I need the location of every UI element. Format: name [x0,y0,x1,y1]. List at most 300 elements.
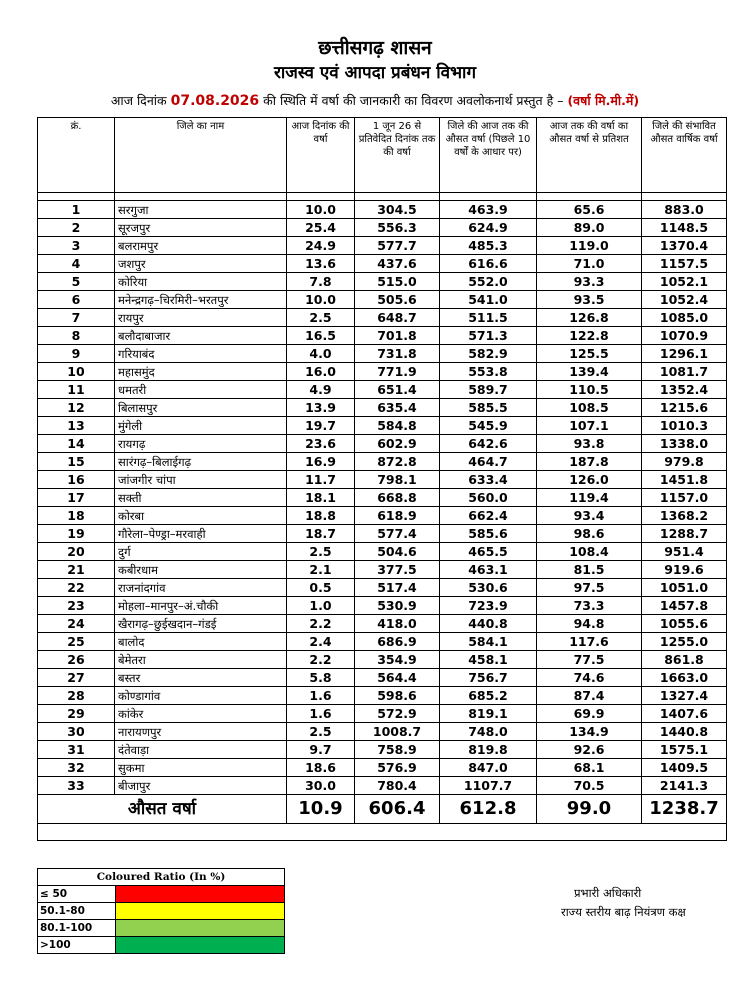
col-today: आज दिनांक की वर्षा [287,118,355,193]
avg-to-date-cell: 748.0 [440,723,537,741]
percent-cell: 126.0 [537,471,642,489]
percent-cell: 69.9 [537,705,642,723]
serial-cell: 11 [38,381,115,399]
col-avg-to-date: जिले की आज तक की औसत वर्षा (पिछले 10 वर्षों के आधार पर) [440,118,537,193]
today-rain-cell: 16.0 [287,363,355,381]
district-name-cell: मनेन्द्रगढ़–चिरमिरी–भरतपुर [115,291,287,309]
avg-to-date-cell: 465.5 [440,543,537,561]
legend-row [38,920,285,937]
today-rain-cell: 16.5 [287,327,355,345]
legend-title: Coloured Ratio (In %) [38,869,285,886]
table-row [38,255,727,273]
legend-label: >100 [38,937,116,954]
since-june-cell: 798.1 [355,471,440,489]
today-rain-cell: 0.5 [287,579,355,597]
serial-cell: 32 [38,759,115,777]
percent-cell: 89.0 [537,219,642,237]
spacer-cell [537,193,642,201]
today-rain-cell: 4.0 [287,345,355,363]
annual-cell: 1157.0 [642,489,727,507]
district-name-cell: दुर्ग [115,543,287,561]
today-rain-cell: 4.9 [287,381,355,399]
district-name-cell: बीजापुर [115,777,287,795]
serial-cell: 20 [38,543,115,561]
serial-cell: 21 [38,561,115,579]
annual-cell: 883.0 [642,201,727,219]
district-name-cell: कोण्डागांव [115,687,287,705]
today-rain-cell: 2.5 [287,723,355,741]
report-date: 07.08.2026 [170,93,260,109]
today-rain-cell: 11.7 [287,471,355,489]
table-row [38,309,727,327]
percent-cell: 126.8 [537,309,642,327]
percent-cell: 110.5 [537,381,642,399]
table-row [38,651,727,669]
today-rain-cell: 18.6 [287,759,355,777]
annual-cell: 1575.1 [642,741,727,759]
since-june-cell: 304.5 [355,201,440,219]
table-row [38,363,727,381]
percent-cell: 119.4 [537,489,642,507]
percent-cell: 93.3 [537,273,642,291]
percent-cell: 81.5 [537,561,642,579]
table-row [38,435,727,453]
avg-to-date-cell: 552.0 [440,273,537,291]
table-row [38,399,727,417]
table-row [38,597,727,615]
since-june-cell: 530.9 [355,597,440,615]
average-avg-to-date: 612.8 [440,795,537,824]
today-rain-cell: 2.5 [287,543,355,561]
department-title: राजस्व एवं आपदा प्रबंधन विभाग [273,63,477,83]
today-rain-cell: 2.2 [287,615,355,633]
since-june-cell: 701.8 [355,327,440,345]
avg-to-date-cell: 1107.7 [440,777,537,795]
district-name-cell: राजनांदगांव [115,579,287,597]
percent-cell: 97.5 [537,579,642,597]
today-rain-cell: 5.8 [287,669,355,687]
table-row [38,273,727,291]
today-rain-cell: 18.1 [287,489,355,507]
blank-row [38,824,727,841]
table-row [38,381,727,399]
since-june-cell: 515.0 [355,273,440,291]
serial-cell: 2 [38,219,115,237]
percent-cell: 77.5 [537,651,642,669]
since-june-cell: 771.9 [355,363,440,381]
since-june-cell: 505.6 [355,291,440,309]
spacer-cell [642,193,727,201]
today-rain-cell: 2.2 [287,651,355,669]
since-june-cell: 377.5 [355,561,440,579]
district-name-cell: सूरजपुर [115,219,287,237]
today-rain-cell: 18.7 [287,525,355,543]
percent-cell: 73.3 [537,597,642,615]
table-row [38,669,727,687]
average-row [38,795,727,824]
since-june-cell: 354.9 [355,651,440,669]
since-june-cell: 504.6 [355,543,440,561]
annual-cell: 979.8 [642,453,727,471]
col-annual: जिले की संभावित औसत वार्षिक वर्षा [642,118,727,193]
rainfall-table [37,117,727,841]
today-rain-cell: 13.6 [287,255,355,273]
table-row [38,579,727,597]
district-name-cell: खैरागढ़–छुईखदान–गंडई [115,615,287,633]
percent-cell: 125.5 [537,345,642,363]
table-row [38,777,727,795]
since-june-cell: 598.6 [355,687,440,705]
spacer-cell [355,193,440,201]
table-row [38,327,727,345]
avg-to-date-cell: 584.1 [440,633,537,651]
description-prefix: आज दिनांक [110,93,167,108]
percent-cell: 107.1 [537,417,642,435]
average-annual: 1238.7 [642,795,727,824]
since-june-cell: 577.4 [355,525,440,543]
district-name-cell: सारंगढ़–बिलाईगढ़ [115,453,287,471]
serial-cell: 4 [38,255,115,273]
today-rain-cell: 9.7 [287,741,355,759]
annual-cell: 1407.6 [642,705,727,723]
serial-cell: 7 [38,309,115,327]
avg-to-date-cell: 685.2 [440,687,537,705]
table-row [38,345,727,363]
blank-cell [38,824,727,841]
serial-cell: 28 [38,687,115,705]
annual-cell: 951.4 [642,543,727,561]
percent-cell: 93.4 [537,507,642,525]
table-row [38,291,727,309]
table-row [38,561,727,579]
serial-cell: 17 [38,489,115,507]
annual-cell: 1157.5 [642,255,727,273]
avg-to-date-cell: 553.8 [440,363,537,381]
avg-to-date-cell: 458.1 [440,651,537,669]
report-description [0,92,750,109]
annual-cell: 1338.0 [642,435,727,453]
serial-cell: 6 [38,291,115,309]
table-header-row [38,118,727,193]
table-row [38,723,727,741]
serial-cell: 13 [38,417,115,435]
today-rain-cell: 10.0 [287,291,355,309]
legend-label: 80.1-100 [38,920,116,937]
col-percent: आज तक की वर्षा का औसत वर्षा से प्रतिशत [537,118,642,193]
legend-row [38,886,285,903]
percent-cell: 74.6 [537,669,642,687]
today-rain-cell: 23.6 [287,435,355,453]
avg-to-date-cell: 585.6 [440,525,537,543]
today-rain-cell: 10.0 [287,201,355,219]
since-june-cell: 602.9 [355,435,440,453]
spacer-cell [38,193,115,201]
serial-cell: 14 [38,435,115,453]
avg-to-date-cell: 624.9 [440,219,537,237]
annual-cell: 1368.2 [642,507,727,525]
color-legend [37,868,285,954]
serial-cell: 10 [38,363,115,381]
legend-color-swatch [116,886,285,903]
district-name-cell: बलरामपुर [115,237,287,255]
serial-cell: 29 [38,705,115,723]
since-june-cell: 576.9 [355,759,440,777]
table-row [38,687,727,705]
serial-cell: 31 [38,741,115,759]
serial-cell: 3 [38,237,115,255]
avg-to-date-cell: 589.7 [440,381,537,399]
today-rain-cell: 2.1 [287,561,355,579]
district-name-cell: रायपुर [115,309,287,327]
avg-to-date-cell: 847.0 [440,759,537,777]
today-rain-cell: 1.0 [287,597,355,615]
table-row [38,237,727,255]
table-row [38,543,727,561]
percent-cell: 108.4 [537,543,642,561]
control-room-name: राज्य स्तरीय बाढ़ नियंत्रण कक्ष [561,905,686,919]
annual-cell: 919.6 [642,561,727,579]
district-name-cell: कांकेर [115,705,287,723]
serial-cell: 22 [38,579,115,597]
avg-to-date-cell: 463.1 [440,561,537,579]
serial-cell: 8 [38,327,115,345]
district-name-cell: बिलासपुर [115,399,287,417]
col-serial: क्रं. [38,118,115,193]
annual-cell: 1663.0 [642,669,727,687]
district-name-cell: दंतेवाड़ा [115,741,287,759]
table-row [38,417,727,435]
percent-cell: 65.6 [537,201,642,219]
serial-cell: 19 [38,525,115,543]
percent-cell: 108.5 [537,399,642,417]
district-name-cell: गौरेला–पेण्ड्रा–मरवाही [115,525,287,543]
col-since-june: 1 जून 26 से प्रतिवेदित दिनांक तक की वर्षा [355,118,440,193]
since-june-cell: 618.9 [355,507,440,525]
since-june-cell: 731.8 [355,345,440,363]
annual-cell: 1052.4 [642,291,727,309]
table-row [38,201,727,219]
annual-cell: 1055.6 [642,615,727,633]
annual-cell: 1052.1 [642,273,727,291]
avg-to-date-cell: 511.5 [440,309,537,327]
serial-cell: 1 [38,201,115,219]
legend-row [38,937,285,954]
annual-cell: 1457.8 [642,597,727,615]
avg-to-date-cell: 463.9 [440,201,537,219]
today-rain-cell: 19.7 [287,417,355,435]
serial-cell: 5 [38,273,115,291]
annual-cell: 1148.5 [642,219,727,237]
legend-color-swatch [116,937,285,954]
table-row [38,453,727,471]
page-title: छत्तीसगढ़ शासन [318,37,432,59]
percent-cell: 134.9 [537,723,642,741]
since-june-cell: 872.8 [355,453,440,471]
annual-cell: 1296.1 [642,345,727,363]
percent-cell: 93.8 [537,435,642,453]
legend-label: 50.1-80 [38,903,116,920]
table-row [38,633,727,651]
annual-cell: 1070.9 [642,327,727,345]
annual-cell: 1085.0 [642,309,727,327]
district-name-cell: महासमुंद [115,363,287,381]
district-name-cell: सरगुजा [115,201,287,219]
serial-cell: 16 [38,471,115,489]
avg-to-date-cell: 560.0 [440,489,537,507]
legend-header-row [38,869,285,886]
spacer-cell [287,193,355,201]
today-rain-cell: 7.8 [287,273,355,291]
annual-cell: 1010.3 [642,417,727,435]
since-june-cell: 651.4 [355,381,440,399]
percent-cell: 93.5 [537,291,642,309]
today-rain-cell: 2.5 [287,309,355,327]
since-june-cell: 556.3 [355,219,440,237]
annual-cell: 861.8 [642,651,727,669]
serial-cell: 12 [38,399,115,417]
since-june-cell: 572.9 [355,705,440,723]
annual-cell: 1352.4 [642,381,727,399]
since-june-cell: 577.7 [355,237,440,255]
serial-cell: 23 [38,597,115,615]
table-row [38,507,727,525]
table-row [38,759,727,777]
avg-to-date-cell: 819.8 [440,741,537,759]
district-name-cell: बलौदाबाजार [115,327,287,345]
unit-label: (वर्षा मि.मी.में) [567,93,640,108]
avg-to-date-cell: 464.7 [440,453,537,471]
since-june-cell: 758.9 [355,741,440,759]
table-row [38,615,727,633]
spacer-row [38,193,727,201]
officer-title: प्रभारी अधिकारी [574,886,642,900]
since-june-cell: 668.8 [355,489,440,507]
annual-cell: 1255.0 [642,633,727,651]
average-label: औसत वर्षा [38,795,287,824]
avg-to-date-cell: 541.0 [440,291,537,309]
annual-cell: 1081.7 [642,363,727,381]
table-row [38,525,727,543]
avg-to-date-cell: 440.8 [440,615,537,633]
serial-cell: 26 [38,651,115,669]
today-rain-cell: 2.4 [287,633,355,651]
today-rain-cell: 18.8 [287,507,355,525]
serial-cell: 25 [38,633,115,651]
today-rain-cell: 24.9 [287,237,355,255]
avg-to-date-cell: 571.3 [440,327,537,345]
avg-to-date-cell: 545.9 [440,417,537,435]
since-june-cell: 564.4 [355,669,440,687]
avg-to-date-cell: 585.5 [440,399,537,417]
since-june-cell: 635.4 [355,399,440,417]
district-name-cell: नारायणपुर [115,723,287,741]
percent-cell: 70.5 [537,777,642,795]
district-name-cell: कोरिया [115,273,287,291]
district-name-cell: सक्ती [115,489,287,507]
avg-to-date-cell: 723.9 [440,597,537,615]
today-rain-cell: 30.0 [287,777,355,795]
table-row [38,489,727,507]
today-rain-cell: 25.4 [287,219,355,237]
today-rain-cell: 13.9 [287,399,355,417]
today-rain-cell: 16.9 [287,453,355,471]
percent-cell: 87.4 [537,687,642,705]
legend-color-swatch [116,920,285,937]
district-name-cell: कोरबा [115,507,287,525]
avg-to-date-cell: 485.3 [440,237,537,255]
district-name-cell: बस्तर [115,669,287,687]
avg-to-date-cell: 530.6 [440,579,537,597]
average-today: 10.9 [287,795,355,824]
district-name-cell: गरियाबंद [115,345,287,363]
average-percent: 99.0 [537,795,642,824]
percent-cell: 94.8 [537,615,642,633]
since-june-cell: 686.9 [355,633,440,651]
table-row [38,471,727,489]
avg-to-date-cell: 662.4 [440,507,537,525]
district-name-cell: जांजगीर चांपा [115,471,287,489]
spacer-cell [115,193,287,201]
today-rain-cell: 1.6 [287,705,355,723]
annual-cell: 1409.5 [642,759,727,777]
col-district: जिले का नाम [115,118,287,193]
district-name-cell: मोहला–मानपुर–अं.चौकी [115,597,287,615]
legend-row [38,903,285,920]
annual-cell: 1051.0 [642,579,727,597]
table-row [38,219,727,237]
since-june-cell: 517.4 [355,579,440,597]
percent-cell: 68.1 [537,759,642,777]
percent-cell: 117.6 [537,633,642,651]
percent-cell: 122.8 [537,327,642,345]
district-name-cell: मुंगेली [115,417,287,435]
since-june-cell: 780.4 [355,777,440,795]
district-name-cell: सुकमा [115,759,287,777]
serial-cell: 24 [38,615,115,633]
since-june-cell: 584.8 [355,417,440,435]
district-name-cell: धमतरी [115,381,287,399]
spacer-cell [440,193,537,201]
avg-to-date-cell: 756.7 [440,669,537,687]
annual-cell: 1440.8 [642,723,727,741]
since-june-cell: 648.7 [355,309,440,327]
since-june-cell: 1008.7 [355,723,440,741]
percent-cell: 92.6 [537,741,642,759]
district-name-cell: बेमेतरा [115,651,287,669]
percent-cell: 119.0 [537,237,642,255]
serial-cell: 18 [38,507,115,525]
annual-cell: 1370.4 [642,237,727,255]
serial-cell: 15 [38,453,115,471]
table-row [38,741,727,759]
district-name-cell: बालोद [115,633,287,651]
table-row [38,705,727,723]
today-rain-cell: 1.6 [287,687,355,705]
annual-cell: 1327.4 [642,687,727,705]
avg-to-date-cell: 633.4 [440,471,537,489]
annual-cell: 1451.8 [642,471,727,489]
avg-to-date-cell: 582.9 [440,345,537,363]
annual-cell: 1288.7 [642,525,727,543]
serial-cell: 27 [38,669,115,687]
since-june-cell: 437.6 [355,255,440,273]
avg-to-date-cell: 616.6 [440,255,537,273]
district-name-cell: जशपुर [115,255,287,273]
avg-to-date-cell: 642.6 [440,435,537,453]
percent-cell: 139.4 [537,363,642,381]
average-since-june: 606.4 [355,795,440,824]
serial-cell: 30 [38,723,115,741]
